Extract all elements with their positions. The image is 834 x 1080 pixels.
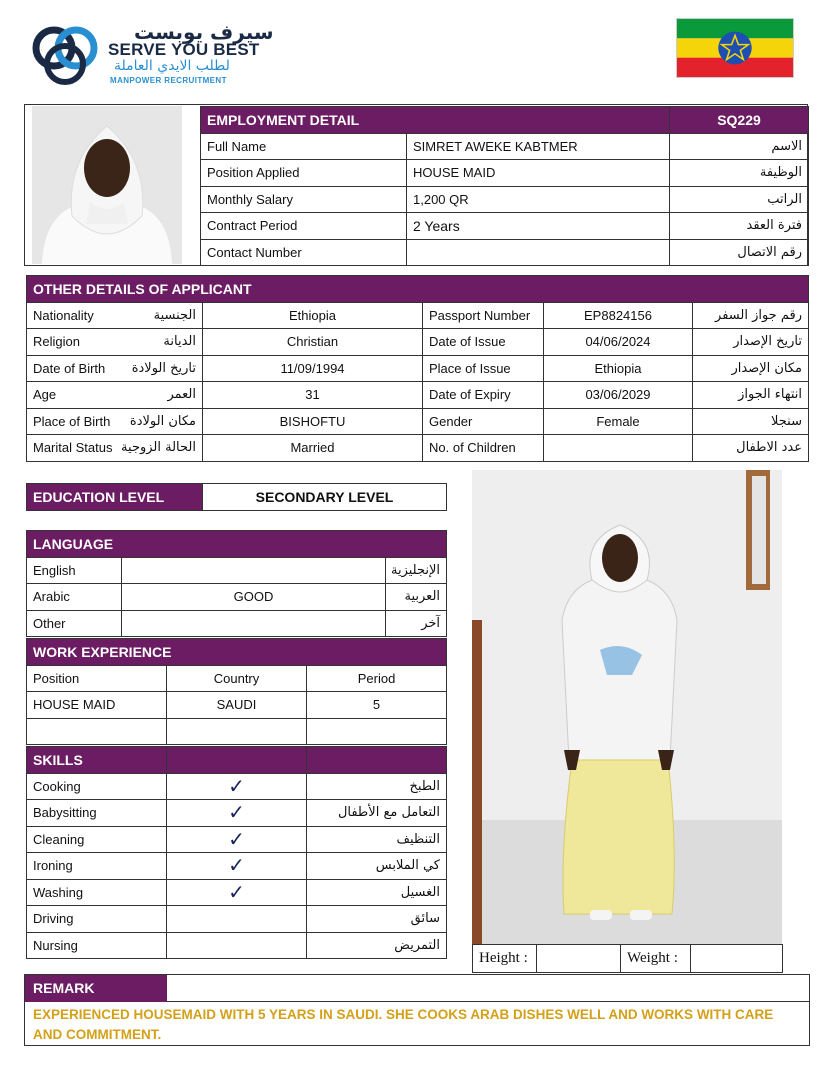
field-label: Full Name bbox=[201, 133, 407, 160]
other-details-title: OTHER DETAILS OF APPLICANT bbox=[27, 276, 809, 303]
company-logo bbox=[30, 20, 274, 90]
detail-row bbox=[27, 329, 809, 356]
work-row bbox=[27, 692, 447, 719]
skill-row bbox=[27, 800, 447, 827]
field-label-arabic: عدد الاطفال bbox=[693, 435, 809, 462]
field-label: Gender bbox=[423, 408, 544, 435]
field-label: Contract Period bbox=[201, 213, 407, 240]
language-name: English bbox=[27, 557, 122, 584]
field-label-arabic: الوظيفة bbox=[670, 160, 809, 187]
language-name: Arabic bbox=[27, 584, 122, 611]
work-experience-title: WORK EXPERIENCE bbox=[27, 639, 447, 666]
contact-number-value bbox=[407, 239, 670, 266]
field-label: No. of Children bbox=[423, 435, 544, 462]
age-value: 31 bbox=[203, 382, 423, 409]
remark-text: EXPERIENCED HOUSEMAID WITH 5 YEARS IN SAUDI. SHE COOKS ARAB DISHES WELL AND WORKS WITH CARE AND COMMITMENT. bbox=[33, 1007, 774, 1042]
skill-name: Washing bbox=[27, 879, 167, 906]
field-label-arabic: تاريخ الولادة bbox=[131, 360, 196, 376]
field-label-arabic: مكان الولادة bbox=[129, 413, 196, 429]
employment-row bbox=[201, 160, 809, 187]
detail-row bbox=[27, 408, 809, 435]
language-name-arabic: الإنجليزية bbox=[386, 557, 447, 584]
skill-name-arabic: التمريض bbox=[307, 932, 447, 959]
employment-row bbox=[201, 186, 809, 213]
column-header: Period bbox=[307, 665, 447, 692]
skills-table bbox=[26, 746, 447, 959]
birth-place-value: BISHOFTU bbox=[203, 408, 423, 435]
skill-name-arabic: كي الملابس bbox=[307, 853, 447, 880]
field-label: Marital Status bbox=[33, 440, 113, 456]
expiry-date-value: 03/06/2029 bbox=[544, 382, 693, 409]
field-label-arabic: مكان الإصدار bbox=[693, 355, 809, 382]
remark-section bbox=[24, 974, 810, 1046]
employment-row bbox=[201, 133, 809, 160]
field-label-arabic: انتهاء الجواز bbox=[693, 382, 809, 409]
skill-row bbox=[27, 906, 447, 933]
issue-date-value: 04/06/2024 bbox=[544, 329, 693, 356]
skill-name: Ironing bbox=[27, 853, 167, 880]
applicant-portrait-photo bbox=[32, 106, 182, 264]
other-details-table bbox=[26, 275, 809, 462]
field-label-arabic: العمر bbox=[167, 387, 196, 403]
employment-row bbox=[201, 239, 809, 266]
skill-name: Cooking bbox=[27, 773, 167, 800]
language-level bbox=[122, 557, 386, 584]
field-label: Date of Issue bbox=[423, 329, 544, 356]
language-row bbox=[27, 557, 447, 584]
skill-name-arabic: التعامل مع الأطفال bbox=[307, 800, 447, 827]
work-experience-table bbox=[26, 638, 447, 745]
field-label-arabic: سنجلا bbox=[693, 408, 809, 435]
field-label: Place of Issue bbox=[423, 355, 544, 382]
checkmark-icon: ✓ bbox=[228, 802, 245, 825]
issue-place-value: Ethiopia bbox=[544, 355, 693, 382]
birth-date-value: 11/09/1994 bbox=[203, 355, 423, 382]
field-label: Nationality bbox=[33, 307, 94, 323]
skills-title: SKILLS bbox=[27, 747, 167, 774]
field-label-arabic: رقم جواز السفر bbox=[693, 302, 809, 329]
logo-english-subtitle: MANPOWER RECRUITMENT bbox=[110, 76, 227, 85]
skill-name: Nursing bbox=[27, 932, 167, 959]
marital-status-value: Married bbox=[203, 435, 423, 462]
applicant-full-length-photo bbox=[472, 470, 782, 944]
language-name-arabic: آخر bbox=[386, 610, 447, 637]
skill-name-arabic: الغسيل bbox=[307, 879, 447, 906]
employment-detail-title: EMPLOYMENT DETAIL bbox=[201, 107, 670, 134]
skill-name: Cleaning bbox=[27, 826, 167, 853]
column-header: Position bbox=[27, 665, 167, 692]
language-level bbox=[122, 610, 386, 637]
logo-arabic-subtitle: لطلب الايدي العاملة bbox=[114, 58, 230, 74]
education-table bbox=[26, 483, 447, 511]
work-header-row bbox=[27, 665, 447, 692]
logo-arabic-name: سيرف يوبست bbox=[134, 20, 274, 44]
logo-english-name: SERVE YOU BEST bbox=[108, 40, 260, 59]
height-weight-table bbox=[472, 944, 783, 973]
field-label: Passport Number bbox=[423, 302, 544, 329]
education-level-label: EDUCATION LEVEL bbox=[27, 484, 203, 511]
field-label-arabic: فترة العقد bbox=[670, 213, 809, 240]
field-label-arabic: تاريخ الإصدار bbox=[693, 329, 809, 356]
contract-period-value: 2 Years bbox=[407, 213, 670, 240]
field-label-arabic: الجنسية bbox=[153, 307, 196, 323]
field-label-arabic: رقم الاتصال bbox=[670, 239, 809, 266]
religion-value: Christian bbox=[203, 329, 423, 356]
remark-title: REMARK bbox=[25, 975, 167, 1002]
skill-name: Driving bbox=[27, 906, 167, 933]
field-label: Age bbox=[33, 387, 57, 403]
checkmark-icon: ✓ bbox=[228, 828, 245, 851]
children-count-value bbox=[544, 435, 693, 462]
ethiopia-flag bbox=[676, 18, 794, 78]
language-title: LANGUAGE bbox=[27, 531, 447, 558]
nationality-value: Ethiopia bbox=[203, 302, 423, 329]
employment-detail-table bbox=[200, 106, 809, 266]
field-label: Date of Expiry bbox=[423, 382, 544, 409]
field-label: Monthly Salary bbox=[201, 186, 407, 213]
column-header: Country bbox=[167, 665, 307, 692]
language-row bbox=[27, 610, 447, 637]
field-label-arabic: الحالة الزوجية bbox=[121, 440, 196, 456]
work-country: SAUDI bbox=[167, 692, 307, 719]
field-label: Position Applied bbox=[201, 160, 407, 187]
weight-value bbox=[691, 945, 783, 973]
skill-row bbox=[27, 773, 447, 800]
language-level: GOOD bbox=[122, 584, 386, 611]
height-value bbox=[537, 945, 621, 973]
education-level-value: SECONDARY LEVEL bbox=[203, 484, 447, 511]
gender-value: Female bbox=[544, 408, 693, 435]
field-label-arabic: الراتب bbox=[670, 186, 809, 213]
field-label: Place of Birth bbox=[33, 413, 111, 429]
position-value: HOUSE MAID bbox=[407, 160, 670, 187]
detail-row bbox=[27, 302, 809, 329]
skill-name: Babysitting bbox=[27, 800, 167, 827]
skill-row bbox=[27, 853, 447, 880]
field-label-arabic: الاسم bbox=[670, 133, 809, 160]
work-period: 5 bbox=[307, 692, 447, 719]
detail-row bbox=[27, 382, 809, 409]
reference-code: SQ229 bbox=[670, 107, 809, 134]
skill-row bbox=[27, 826, 447, 853]
language-name: Other bbox=[27, 610, 122, 637]
detail-row bbox=[27, 435, 809, 462]
skill-name-arabic: التنظيف bbox=[307, 826, 447, 853]
checkmark-icon: ✓ bbox=[228, 775, 245, 798]
checkmark-icon: ✓ bbox=[228, 881, 245, 904]
field-label: Religion bbox=[33, 334, 80, 350]
skill-row bbox=[27, 879, 447, 906]
work-position: HOUSE MAID bbox=[27, 692, 167, 719]
skill-name-arabic: سائق bbox=[307, 906, 447, 933]
detail-row bbox=[27, 355, 809, 382]
logo-knot-icon bbox=[30, 24, 104, 86]
full-name-value: SIMRET AWEKE KABTMER bbox=[407, 133, 670, 160]
skill-row bbox=[27, 932, 447, 959]
passport-number-value: EP8824156 bbox=[544, 302, 693, 329]
checkmark-icon: ✓ bbox=[228, 855, 245, 878]
work-period bbox=[307, 718, 447, 745]
work-row bbox=[27, 718, 447, 745]
field-label: Date of Birth bbox=[33, 360, 106, 376]
weight-label: Weight : bbox=[621, 945, 691, 973]
field-label-arabic: الديانة bbox=[163, 334, 196, 350]
field-label: Contact Number bbox=[201, 239, 407, 266]
work-position bbox=[27, 718, 167, 745]
language-name-arabic: العربية bbox=[386, 584, 447, 611]
salary-value: 1,200 QR bbox=[407, 186, 670, 213]
skill-name-arabic: الطبخ bbox=[307, 773, 447, 800]
language-row bbox=[27, 584, 447, 611]
height-label: Height : bbox=[473, 945, 537, 973]
work-country bbox=[167, 718, 307, 745]
language-table bbox=[26, 530, 447, 637]
employment-row bbox=[201, 213, 809, 240]
